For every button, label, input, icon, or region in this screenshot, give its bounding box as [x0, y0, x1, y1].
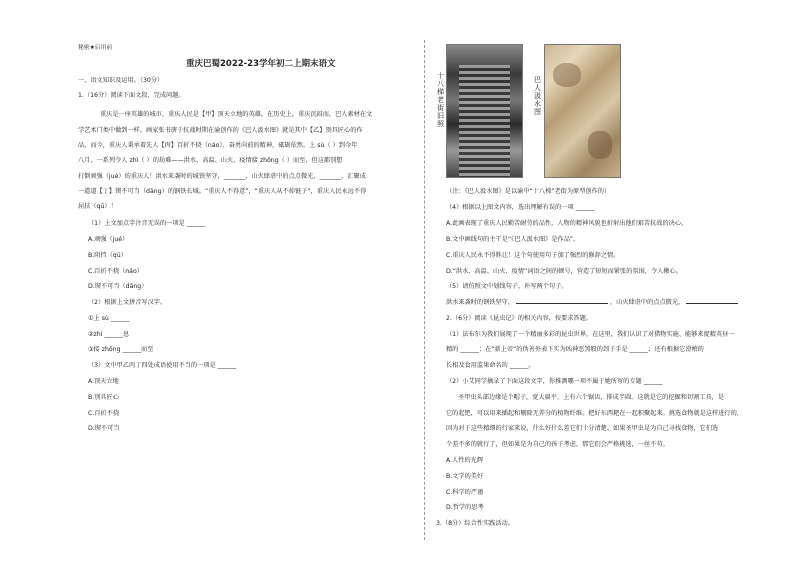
fill-blank-3[interactable]: ③接 zhǒng ______而至: [88, 346, 154, 353]
fill-sentence[interactable]: [446, 299, 738, 306]
option-d[interactable]: D.锲不可当（dāng）: [88, 283, 148, 290]
option-c[interactable]: C.科学的严谨: [446, 489, 484, 496]
subquestion-3: （3）文中甲乙丙丁四处成语使用不当的一项是 ______: [88, 362, 237, 369]
alley-photo: [446, 44, 523, 178]
photo-1-label: 十八梯老街旧照: [437, 72, 444, 128]
painting-image: [544, 44, 621, 178]
option-c[interactable]: C.重庆人民永不得胜让！这个句使用句子加了强烈的修辞之情。: [446, 252, 620, 259]
blank-1[interactable]: [516, 303, 608, 304]
option-c[interactable]: C.百折不挠（náo）: [88, 268, 143, 275]
question-3: 3.（8分）综合性实践活动。: [436, 520, 514, 527]
passage-line: 屈扶（qū）！: [78, 203, 117, 210]
secret-label: 秘密★启用前: [78, 45, 113, 51]
reading-line: 因为对于这些精细的行家来说，什么好什么差它们十分清楚。如果圣甲虫是为自己寻找食物，它们选: [446, 425, 719, 432]
option-d[interactable]: D.“洪水、高温、山火、疫情”词语之间的顿号，营造了短短而紧张的氛围，令人揪心。: [446, 268, 682, 275]
question-1: 1.（16分）阅读下面文段，完成问题。: [78, 92, 185, 99]
subquestion-1: （1）上文加点字注音无误的一项是 ______: [88, 220, 206, 227]
subquestion-4: （4）根据以上图文内容，选出理解有误的一项 ______: [446, 204, 595, 211]
fill-sentence-part-2: ，山火肆虐中的点点微光，: [610, 299, 685, 306]
option-b[interactable]: B.文中画线句的主干是“《巴人汲水图》是作品”。: [446, 236, 580, 243]
passage-line: 一道道【丁】锲不可当（dāng）的钢铁长城。“重庆人不得意”，“重庆人从不掉链子”，重庆人民永远不得: [78, 188, 367, 195]
question-2-line: （2）小艾同学摘录了下面这段文字，你推测哪一项不属于她所写的专题 ______: [446, 378, 663, 385]
passage-line: 学艺术门类中做到一样，画家张书旂于抗战时期在渝创作的《巴人汲水图》就是其中【乙】别具匠心的作: [78, 127, 363, 134]
reading-line: 圣甲虫头部边缘是个帽子，宽大扁平，上有六个锯齿，排成半圆。这就是它的挖掘和切割工具，是: [458, 394, 725, 401]
section-1-heading: 一、语文知识及运用。（30分）: [78, 77, 164, 84]
question-2-line: 长相及食用监果命名的 ______。: [446, 362, 535, 369]
option-a[interactable]: A.顶天立地: [88, 378, 119, 385]
option-d[interactable]: D.哲学的思考: [446, 504, 484, 511]
subquestion-2: （2）根据上文拼音写汉字。: [88, 299, 167, 306]
option-a[interactable]: A.人性的光辉: [446, 457, 484, 464]
passage-line: 品，而今，重庆人秉承着先人【丙】百折不挠（náo）、奋勇向前的精神，砥砺依然。上 sù（ ）到今年: [78, 142, 358, 149]
reading-line: 它的起钯，可以用来插起和剔除无养分的植物纤维。把好东西耙在一起积聚起来。挑选食物就是这样进行的，: [446, 410, 743, 417]
subquestion-5: （5）请仿照文中划线句子，补写两个句子。: [446, 283, 568, 290]
option-c[interactable]: C.百折不挠: [88, 410, 120, 417]
blank-2[interactable]: [686, 303, 738, 304]
passage-line: 打倒顽强（jué）的重庆人！洪水来袭时的城铁坚守，_______，山火肆虐中的点点微光，_______，汇聚成: [78, 173, 366, 180]
option-d[interactable]: D.锲不可当: [88, 425, 120, 432]
option-a[interactable]: A.此画表现了重庆人民勤苦耐劳的品性，人物的精神风貌也折射出他们艰苦抗战的决心。: [446, 220, 688, 227]
page-title: 重庆巴蜀2022-23学年初二上期末语文: [186, 59, 336, 69]
question-2-line: （1）法布尔为我们展现了一个精丽多彩的昆虫世界，在这里，我们认识了对猎物实施、能够来捉精英昼一: [446, 331, 735, 338]
reading-line: 个差不多的就行了，但如果是为自己的孩子考虑，那它们会严格挑选，一丝不苟。: [446, 441, 669, 448]
photo-2-label: 巴人汲水图: [534, 76, 541, 116]
option-a[interactable]: A.顽强（jué）: [88, 236, 129, 243]
column-divider: [424, 40, 425, 540]
passage-line: 重庆是一座英雄的城市，重庆人民是【甲】顶天立地的英雄。在历史上，重庆沉闷而，巴人素材在文: [100, 111, 373, 118]
image-note: （注：《巴人汲水图》是以渝中“十八梯”老街为原型创作的）: [446, 188, 611, 195]
fill-blank-1[interactable]: ①上 sù ______: [88, 315, 130, 322]
option-b[interactable]: B.别具匠心: [88, 394, 119, 401]
fill-sentence-part-1: 洪水来袭时的钢铁坚守，: [446, 299, 515, 306]
option-b[interactable]: B.阻挡（qū）: [88, 252, 127, 259]
fill-blank-2[interactable]: ②zhì ______息: [88, 331, 130, 338]
question-2-line: 精的 ______；在“新上帝”的伪善外表下实为凶神恶煞般的刽子手是 ______；还有根据它滑稽的: [446, 346, 704, 353]
passage-line: 八月，一系列令人 zhì（ ）的劫难——洪水、高温、山火、疫情接 zhǒng（ ）而至，但这都别想: [78, 157, 343, 164]
option-b[interactable]: B.文学的美好: [446, 473, 484, 480]
question-2: 2.（6分）阅读《昆虫记》的相关内容，按要求答题。: [446, 315, 592, 322]
